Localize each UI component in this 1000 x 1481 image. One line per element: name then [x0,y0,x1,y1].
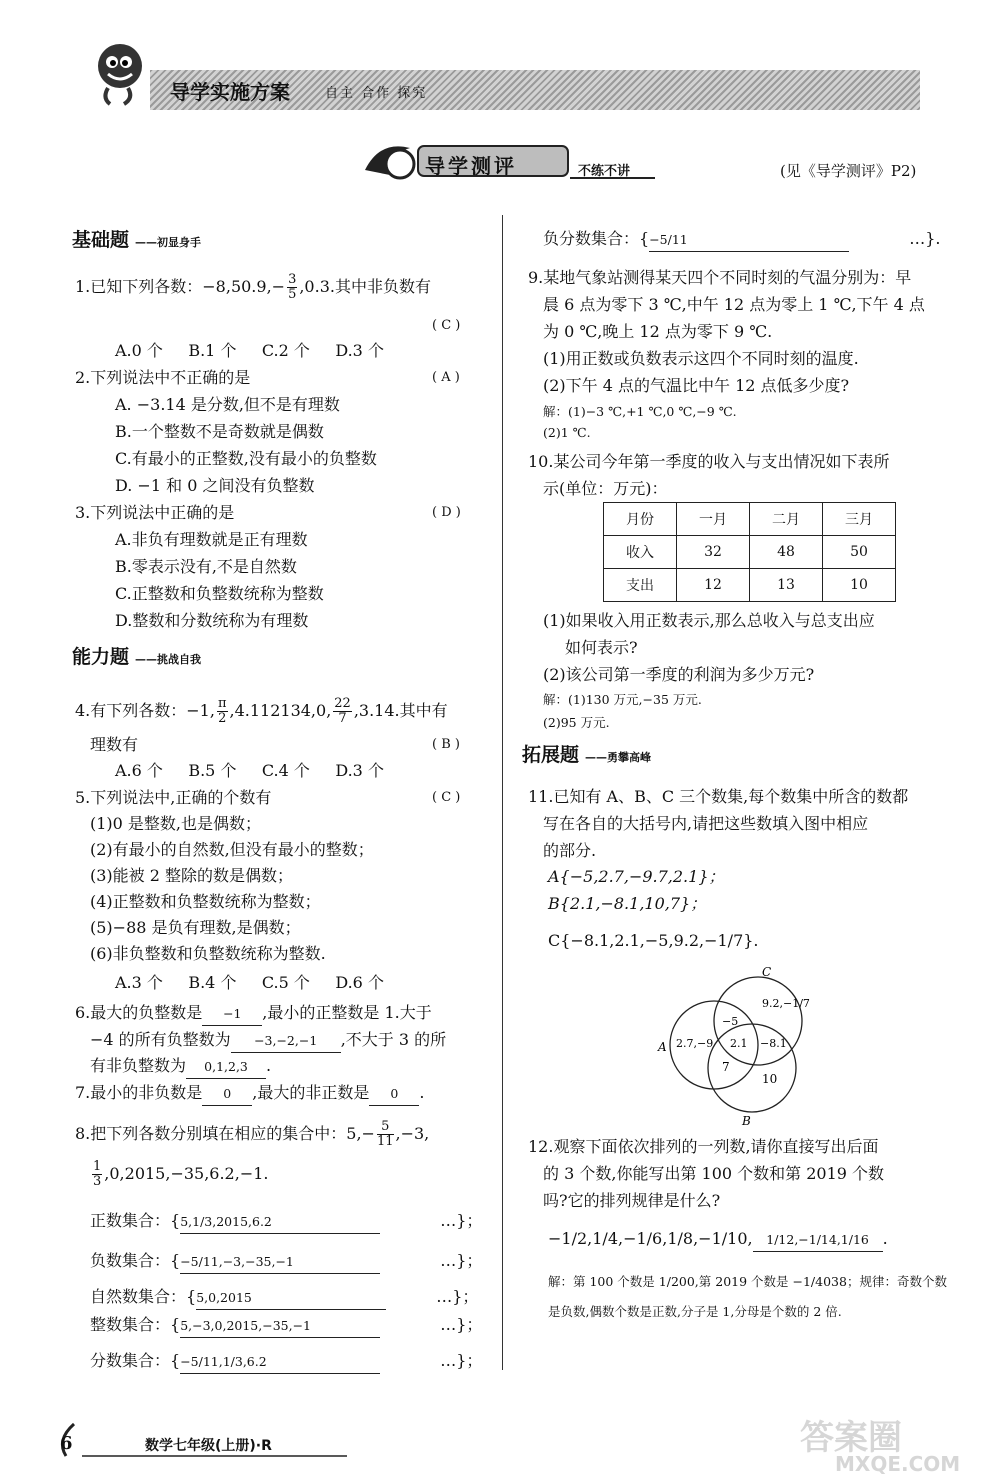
venn-b-c: −8.1 [760,1037,787,1050]
banner-subtitle: 不练不讲 [578,164,631,179]
header-subtitle: 自主 合作 探究 [325,86,428,101]
fill-blank: 0,1,2,3 [186,1056,266,1079]
q4-stem: 4.有下列各数：−1, $\frac{\pi}{2}$ ,4.112134,0, $\frac{22}{7}$ ,3.14.其中有 [75,696,448,726]
venn-label-b: B [742,1114,751,1128]
table-row [604,503,896,536]
q8-line2: $\frac{1}{3}$ ,0,2015,−35,6.2,−1. [93,1159,269,1189]
q2-option: A. −3.14 是分数,但不是有理数 [115,395,340,414]
fill-blank: 0 [202,1083,252,1106]
watermark: 答案圈 [800,1418,902,1458]
q6-line3: 有非负整数为 0,1,2,3 . [90,1055,271,1079]
venn-abc: 2.1 [730,1037,748,1050]
fill-blank: 0 [369,1083,419,1106]
q5-stem: 5.下列说法中,正确的个数有 [75,788,272,807]
fill-blank: −5/11 [649,229,849,252]
neg-fraction-set: 负分数集合：{−5/11 …}. [543,228,940,252]
q10-line: 10.某公司今年第一季度的收入与支出情况如下表所 [528,452,890,471]
table-cell: 支出 [604,569,677,602]
q10-subq: (1)如果收入用正数表示,那么总收入与总支出应 [543,611,875,630]
fill-blank: 5,−3,0,2015,−35,−1 [180,1315,380,1338]
q9-line: (2)下午 4 点的气温比中午 12 点低多少度? [543,376,850,395]
q5-item: (3)能被 2 整除的数是偶数； [90,866,294,885]
q11-line: 的部分. [543,841,597,860]
q12-solution: 解：第 100 个数是 1/200,第 2019 个数是 −1/4038；规律：奇数个数 [548,1274,947,1289]
table-cell: 13 [750,569,823,602]
table-header: 月份 [604,503,677,536]
set-a: A{−5,2.7,−9.7,2.1}； [548,867,725,886]
section-ability [72,642,201,676]
q4-answer: ( B ) [432,737,460,752]
q11-line: 11.已知有 A、B、C 三个数集,每个数集中所含的数都 [528,787,909,806]
q9-line: (1)用正数或负数表示这四个不同时刻的温度. [543,349,859,368]
table-row [604,536,896,569]
section-title: 基础题 [72,229,130,251]
venn-only-a: 2.7,−9 [676,1037,714,1050]
section-title: 拓展题 [522,744,580,766]
q2-option: D. −1 和 0 之间没有负整数 [115,476,315,495]
q5-item: (1)0 是整数,也是偶数； [90,814,262,833]
q11-line: 写在各自的大括号内,请把这些数填入图中相应 [543,814,869,833]
q1-answer: ( C ) [432,318,461,333]
q10-solution: (2)95 万元. [543,715,610,730]
banner-title: 导学测评 [425,154,517,178]
watermark-url: MXQE.COM [835,1452,961,1476]
fill-blank: −3,−2,−1 [231,1030,341,1053]
set-row: 整数集合：{5,−3,0,2015,−35,−1 …}； [90,1314,482,1338]
q1-stem: 1.已知下列各数：−8,50.9,− $\frac{3}{5}$ ,0.3.其中非负数有 [75,272,431,302]
venn-label-c: C [762,965,772,979]
section-extend [522,740,651,774]
venn-a-c: −5 [722,1015,739,1028]
table-cell: 10 [823,569,896,602]
venn-only-b: 10 [762,1072,778,1086]
q12-sequence: −1/2,1/4,−1/6,1/8,−1/10, 1/12,−1/14,1/16 . [548,1228,888,1252]
table-cell: 50 [823,536,896,569]
page-number: 6 [60,1433,73,1454]
q3-option: A.非负有理数就是正有理数 [115,530,308,549]
q9-solution: (2)1 ℃. [543,425,591,440]
q8-line1: 8.把下列各数分别填在相应的集合中：5,− $\frac{5}{11}$ ,−3, [75,1119,430,1149]
q10-solution: 解：(1)130 万元,−35 万元. [543,692,702,707]
section-title: 能力题 [72,646,130,668]
q6-line2: −4 的所有负整数为 −3,−2,−1 ,不大于 3 的所 [90,1029,446,1053]
q3-option: C.正整数和负整数统称为整数 [115,584,324,603]
q12-line: 的 3 个数,你能写出第 100 个数和第 2019 个数 [543,1164,885,1183]
q10-line: 示(单位：万元)： [543,479,668,498]
fill-blank: −1 [202,1003,262,1026]
q2-option: C.有最小的正整数,没有最小的负整数 [115,449,377,468]
table-row [604,569,896,602]
q6-line1: 6.最大的负整数是 −1 ,最小的正整数是 1.大于 [75,1002,432,1026]
q2-answer: ( A ) [432,370,460,385]
fill-blank: −5/11,−3,−35,−1 [180,1251,380,1274]
q3-option: D.整数和分数统称为有理数 [115,611,309,630]
q4-options: A.6 个 B.5 个 C.4 个 D.3 个 [115,761,384,780]
q1-options: A.0 个 B.1 个 C.2 个 D.3 个 [115,341,384,360]
reference-note: (见《导学测评》P2) [780,162,917,180]
section-subtitle: ——挑战自我 [135,653,202,666]
venn-diagram [650,965,830,1130]
q4-line2: 理数有 [90,735,139,754]
footer-text: 数学七年级(上册)·R [145,1438,272,1454]
q9-solution: 解：(1)−3 ℃,+1 ℃,0 ℃,−9 ℃. [543,404,737,419]
set-c: C{−8.1,2.1,−5,9.2,−1/7}. [548,931,759,950]
venn-a-b: 7 [722,1060,730,1074]
q2-option: B.一个整数不是奇数就是偶数 [115,422,324,441]
q5-item: (5)−88 是负有理数,是偶数； [90,918,301,937]
section-subtitle: ——勇攀高峰 [585,751,652,764]
fill-blank: 1/12,−1/14,1/16 [753,1229,883,1252]
header-title: 导学实施方案 [170,80,290,104]
q2-stem: 2.下列说法中不正确的是 [75,368,251,387]
mascot-logo [88,40,148,110]
table-cell: 收入 [604,536,677,569]
fill-blank: 5,1/3,2015,6.2 [180,1211,380,1234]
q3-answer: ( D ) [432,505,461,520]
q9-line: 为 0 ℃,晚上 12 点为零下 9 ℃. [543,322,773,341]
fill-blank: −5/11,1/3,6.2 [180,1351,380,1374]
q3-stem: 3.下列说法中正确的是 [75,503,235,522]
q5-item: (4)正整数和负整数统称为整数； [90,892,321,911]
table-cell: 32 [677,536,750,569]
set-row: 正数集合：{5,1/3,2015,6.2 …}； [90,1210,482,1234]
set-b: B{2.1,−8.1,10,7}； [548,894,707,913]
q5-item: (6)非负整数和负整数统称为整数. [90,944,326,963]
section-subtitle: ——初显身手 [135,236,202,249]
q5-answer: ( C ) [432,790,461,805]
section-basic [72,225,201,259]
venn-only-c: 9.2,−1/7 [762,997,810,1010]
q12-solution: 是负数,偶数个数是正数,分子是 1,分母是个数的 2 倍. [548,1304,842,1319]
q9-line: 晨 6 点为零下 3 ℃,中午 12 点为零上 1 ℃,下午 4 点 [543,295,925,314]
venn-label-a: A [658,1040,667,1054]
column-divider [502,215,503,1370]
table-header: 一月 [677,503,750,536]
table-header: 二月 [750,503,823,536]
q12-line: 吗?它的排列规律是什么? [543,1191,721,1210]
q12-line: 12.观察下面依次排列的一列数,请你直接写出后面 [528,1137,879,1156]
q10-subq: 如何表示? [565,638,638,657]
q5-options: A.3 个 B.4 个 C.5 个 D.6 个 [115,973,384,992]
set-row: 分数集合：{−5/11,1/3,6.2 …}； [90,1350,482,1374]
q10-subq: (2)该公司第一季度的利润为多少万元? [543,665,815,684]
q9-line: 9.某地气象站测得某天四个不同时刻的气温分别为：早 [528,268,912,287]
set-row: 自然数集合：{5,0,2015 …}； [90,1286,478,1310]
q5-item: (2)有最小的自然数,但没有最小的整数； [90,840,374,859]
table-cell: 48 [750,536,823,569]
fill-blank: 5,0,2015 [196,1287,386,1310]
set-row: 负数集合：{−5/11,−3,−35,−1 …}； [90,1250,482,1274]
fraction: $\frac{3}{5}$ [288,272,297,302]
income-table [603,502,896,602]
table-header: 三月 [823,503,896,536]
q7: 7.最小的非负数是 0 ,最大的非正数是 0 . [75,1082,424,1106]
q3-option: B.零表示没有,不是自然数 [115,557,297,576]
table-cell: 12 [677,569,750,602]
